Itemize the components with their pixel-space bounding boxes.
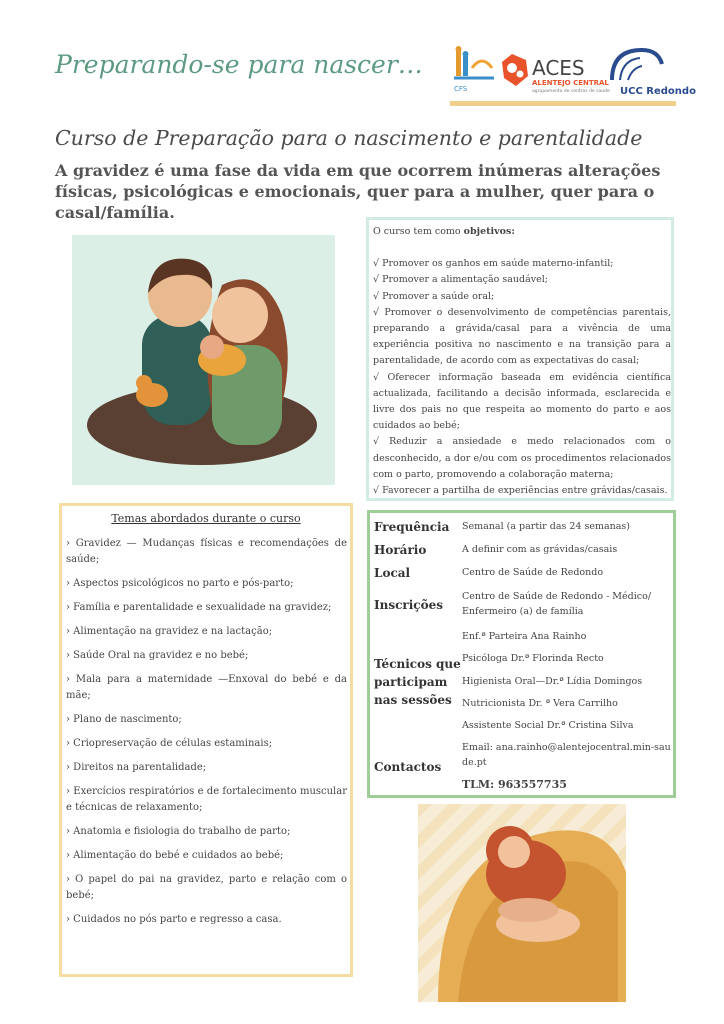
- themes-list: [66, 536, 347, 936]
- objectives-intro-prefix: O curso tem como: [373, 226, 464, 237]
- intro-paragraph: A gravidez é uma fase da vida em que ocorrem inúmeras alterações físicas, psicológicas e emocionais, quer para a mulher, quer para o casal/família.: [55, 161, 661, 222]
- objective-item: √ Promover o desenvolvimento de competências parentais, preparando a grávida/casal para a vivência de uma experiência positiva no nascimento e na transição para a parentalidade, de acordo com as expectativas do casal;: [373, 306, 671, 367]
- theme-item: › Saúde Oral na gravidez e no bebé;: [66, 650, 249, 661]
- aces-logo-name: ACES: [532, 56, 585, 80]
- staff-member: Higienista Oral—Dr.ª Lídia Domingos: [462, 676, 643, 687]
- partner-logos: [452, 46, 696, 100]
- registration-value: Centro de Saúde de Redondo - Médico/ Enfermeiro (a) de família: [462, 591, 652, 617]
- couple-illustration-graphic: [72, 235, 335, 485]
- objective-item: √ Oferecer informação baseada em evidência científica actualizada, facilitando a decisão informada, esclarecida e livre dos pais no que respeita ao momento do parto e aos cuidados ao bebé;: [373, 371, 671, 432]
- theme-item: › Exercícios respiratórios e de fortalecimento muscular e técnicas de relaxamento;: [66, 786, 347, 813]
- cfs-logo: [454, 46, 494, 78]
- ucc-logo-mark: [612, 50, 662, 80]
- theme-item: › Aspectos psicológicos no parto e pós-parto;: [66, 578, 294, 589]
- frequency-label: Frequência: [374, 520, 450, 534]
- objective-item: √ Promover os ganhos em saúde materno-infantil;: [373, 258, 614, 270]
- theme-item: › Família e parentalidade e sexualidade na gravidez;: [66, 602, 332, 613]
- header-divider: [450, 101, 676, 106]
- aces-logo-mark: [502, 54, 528, 86]
- course-title: Curso de Preparação para o nascimento e parentalidade: [55, 126, 643, 150]
- couple-illustration: [72, 235, 335, 485]
- cfs-logo-text: CFS: [454, 85, 468, 93]
- objectives-intro: [373, 224, 671, 240]
- parent-baby-illustration-bg: [418, 804, 626, 1002]
- parent-baby-illustration-graphic: [418, 804, 626, 1002]
- theme-item: › Plano de nascimento;: [66, 714, 182, 725]
- aces-logo-sub: ALENTEJO CENTRAL: [532, 79, 609, 87]
- contacts-label: Contactos: [374, 760, 442, 774]
- theme-item: › Criopreservação de células estaminais;: [66, 738, 273, 749]
- theme-item: › Mala para a maternidade —Enxoval do bebé e da mãe;: [66, 674, 347, 701]
- staff-member: Assistente Social Dr.ª Cristina Silva: [462, 720, 634, 731]
- themes-heading: Temas abordados durante o curso: [111, 512, 301, 525]
- theme-item: › Alimentação na gravidez e na lactação;: [66, 626, 273, 637]
- phone-value: TLM: 963557735: [462, 778, 567, 791]
- staff-member: Psicóloga Dr.ª Florinda Recto: [462, 653, 604, 664]
- email-value: Email: ana.rainho@alentejocentral.min-saude.pt: [462, 742, 671, 768]
- staff-label: Técnicos que participam nas sessões: [374, 657, 461, 707]
- objective-item: √ Promover a saúde oral;: [373, 290, 495, 302]
- theme-item: › Direitos na parentalidade;: [66, 762, 207, 773]
- objective-item: √ Favorecer a partilha de experiências entre grávidas/casais.: [373, 485, 668, 497]
- staff-member: Nutricionista Dr. ª Vera Carrilho: [462, 698, 618, 709]
- location-label: Local: [374, 566, 411, 580]
- objective-item: √ Promover a alimentação saudável;: [373, 274, 549, 286]
- ucc-logo-text: UCC Redondo: [620, 86, 696, 97]
- logos-graphic: [452, 46, 696, 100]
- staff-member: Enf.ª Parteira Ana Rainho: [462, 631, 587, 642]
- registration-label: Inscrições: [374, 598, 443, 612]
- theme-item: › O papel do pai na gravidez, parto e relação com o bebé;: [66, 874, 347, 901]
- theme-item: › Gravidez — Mudanças físicas e recomendações de saúde;: [66, 538, 347, 565]
- theme-item: › Anatomia e fisiologia do trabalho de parto;: [66, 826, 291, 837]
- aces-logo-caption: agrupamento de centros de saúde: [532, 89, 610, 94]
- objectives-text: [373, 224, 671, 499]
- schedule-label: Horário: [374, 543, 427, 557]
- objective-item: √ Reduzir a ansiedade e medo relacionados com o desconhecido, a dor e/ou com os procedimentos relacionados com o parto, promovendo a colaboração materna;: [373, 436, 671, 480]
- theme-item: › Cuidados no pós parto e regresso a casa.: [66, 914, 282, 925]
- page-title: Preparando-se para nascer…: [55, 50, 423, 79]
- frequency-value: Semanal (a partir das 24 semanas): [462, 521, 631, 532]
- objectives-intro-bold: objetivos:: [463, 226, 515, 237]
- schedule-value: A definir com as grávidas/casais: [462, 544, 618, 555]
- location-value: Centro de Saúde de Redondo: [462, 567, 604, 578]
- theme-item: › Alimentação do bebé e cuidados ao bebé;: [66, 850, 284, 861]
